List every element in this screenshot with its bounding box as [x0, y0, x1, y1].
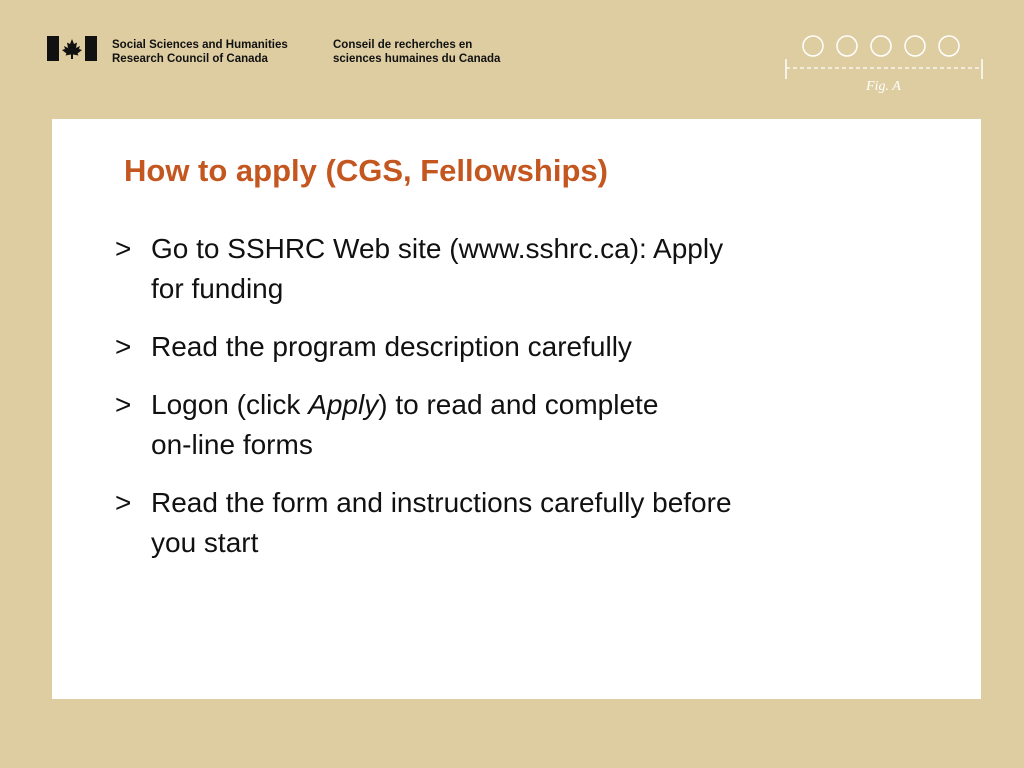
agency-name-english-line: Social Sciences and Humanities: [112, 39, 288, 51]
apply-emphasis: Apply: [308, 389, 379, 420]
figure-label: Fig. A: [866, 79, 901, 94]
list-item: [110, 385, 890, 465]
bullet-marker: >: [115, 233, 132, 264]
agency-name-english: [112, 38, 288, 66]
bullet-line: Read the form and instructions carefully before: [151, 487, 732, 518]
bullet-marker: >: [115, 331, 132, 362]
circle-outline-icon: [871, 36, 891, 56]
bullet-marker: >: [115, 487, 132, 518]
slide-title: How to apply (CGS, Fellowships): [124, 153, 608, 188]
bullet-line: you start: [151, 527, 259, 558]
bullet-line: [151, 385, 890, 425]
list-item: [110, 327, 890, 367]
bullet-line: for funding: [151, 273, 284, 304]
content-panel: [52, 119, 981, 699]
decorative-dashed-line: [784, 59, 984, 79]
bullet-line: on-line forms: [151, 429, 313, 460]
circle-outline-icon: [837, 36, 857, 56]
circle-outline-icon: [905, 36, 925, 56]
agency-name-french: [333, 38, 500, 66]
circle-outline-icon: [803, 36, 823, 56]
agency-name-french-line: Conseil de recherches en: [333, 39, 473, 51]
list-item: [110, 483, 890, 563]
canada-flag-icon: [47, 36, 97, 61]
bullet-text-part: ) to read and complete: [378, 389, 659, 420]
circle-outline-icon: [939, 36, 959, 56]
decorative-circles: [802, 35, 962, 57]
bullet-text: [151, 229, 890, 309]
list-item: [110, 229, 890, 309]
agency-name-english-line: Research Council of Canada: [112, 53, 268, 65]
bullet-text-part: Logon (click: [151, 389, 309, 420]
agency-name-french-line: sciences humaines du Canada: [333, 53, 501, 65]
bullet-marker: >: [115, 389, 132, 420]
bullet-text: [151, 385, 890, 465]
bullet-text: [151, 483, 890, 563]
bullet-list: [110, 229, 890, 581]
bullet-line: Go to SSHRC Web site (www.sshrc.ca): Apply: [151, 233, 724, 264]
bullet-line: Read the program description carefully: [151, 331, 632, 362]
bullet-text: [151, 327, 890, 367]
